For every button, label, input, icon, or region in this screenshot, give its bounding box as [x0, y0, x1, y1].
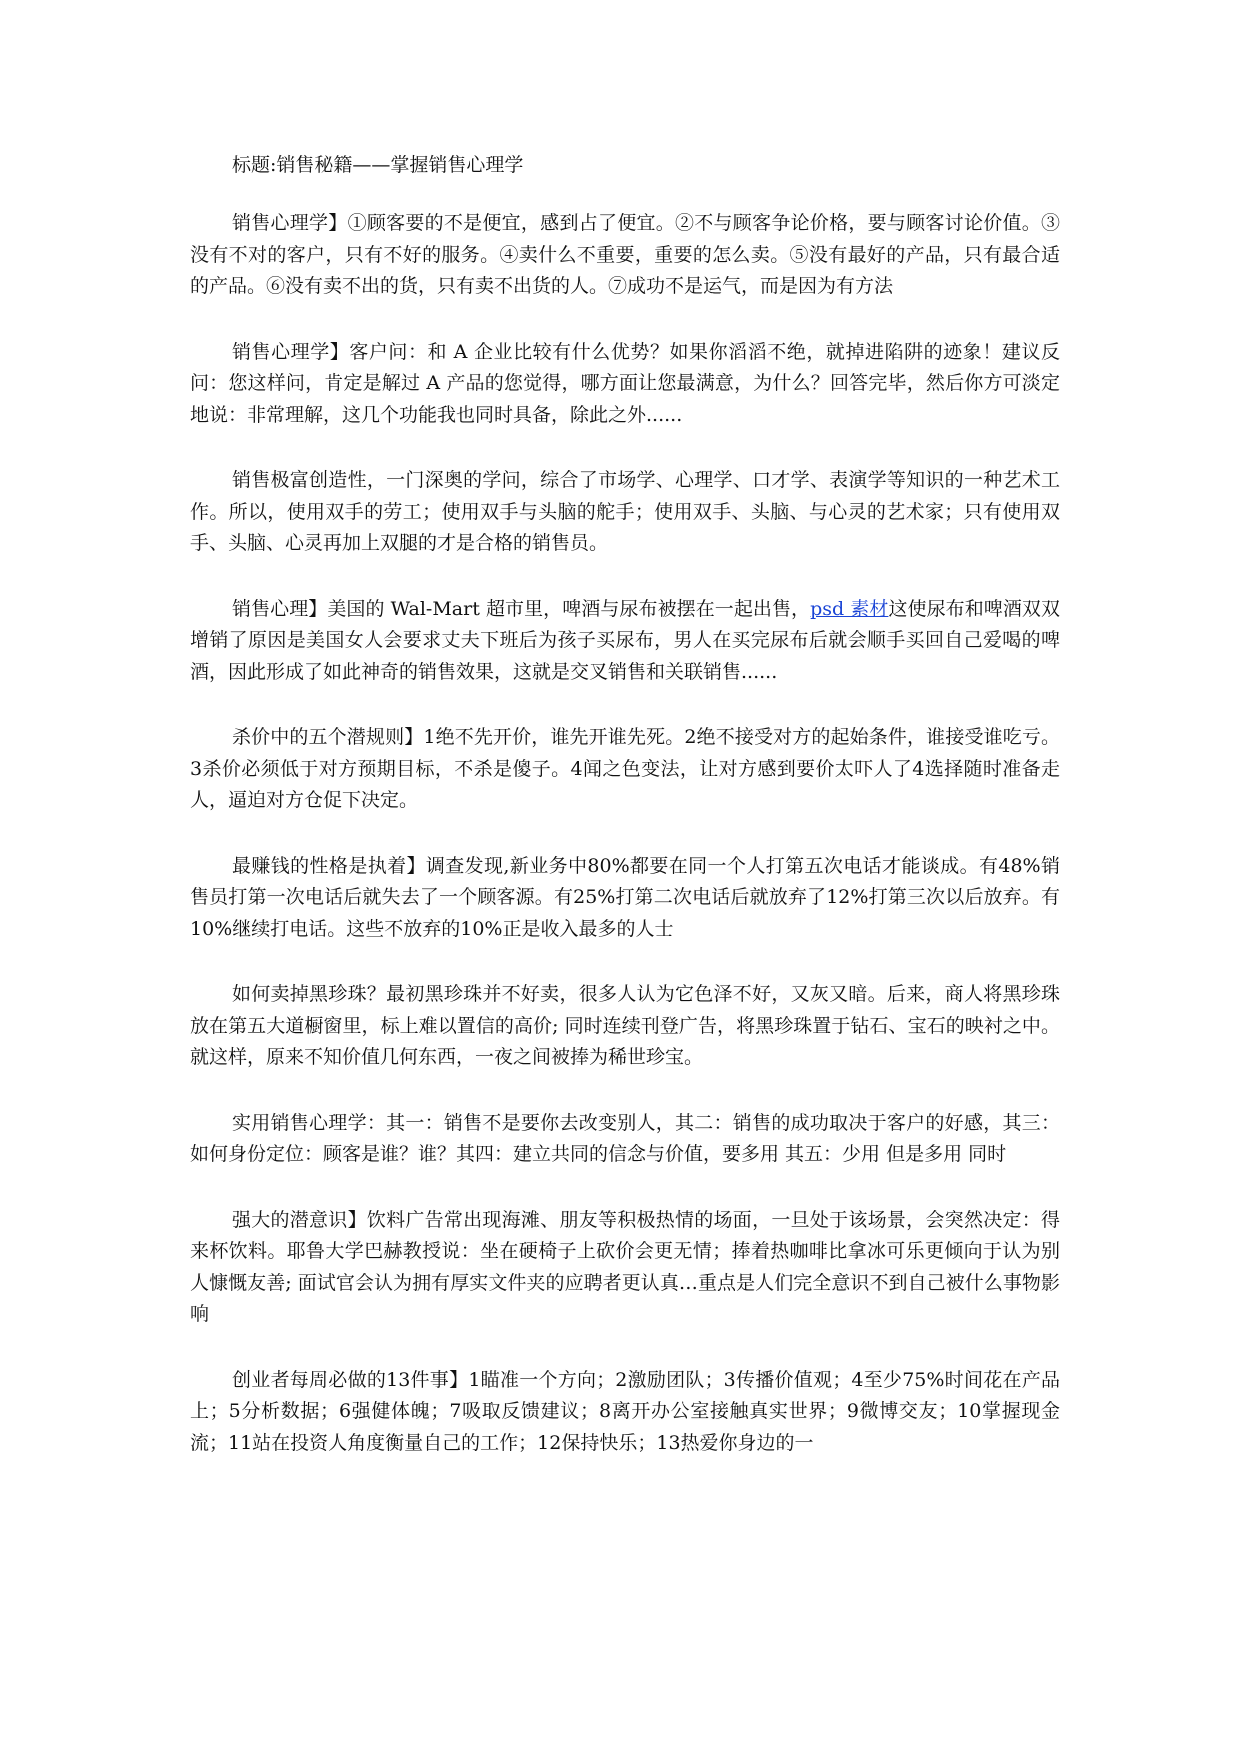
- paragraph-walmart: [190, 594, 1060, 689]
- document-page: [190, 150, 1060, 1493]
- paragraph-practical-psychology: 实用销售心理学：其一：销售不是要你去改变别人，其二：销售的成功取决于客户的好感，其三：如何身份定位：顾客是谁？谁？其四：建立共同的信念与价值，要多用 其五：少用 但是多用 同时: [190, 1111, 1060, 1165]
- paragraph-bargain-rules: 杀价中的五个潜规则】1绝不先开价，谁先开谁先死。2绝不接受对方的起始条件，谁接受谁吃亏。3杀价必须低于对方预期目标，不杀是傻子。4闻之色变法，让对方感到要价太吓人了4选择随时准备走人，逼迫对方仓促下决定。: [190, 726, 1060, 811]
- psd-material-link[interactable]: psd 素材: [810, 597, 889, 620]
- paragraph-sales-psychology-1: 销售心理学】①顾客要的不是便宜，感到占了便宜。②不与顾客争论价格，要与顾客讨论价值。③没有不对的客户，只有不好的服务。④卖什么不重要，重要的怎么卖。⑤没有最好的产品，只有最合适的产品。⑥没有卖不出的货，只有卖不出货的人。⑦成功不是运气，而是因为有方法: [190, 212, 1060, 297]
- paragraph-entrepreneur-weekly: 创业者每周必做的13件事】1瞄准一个方向；2激励团队；3传播价值观；4至少75%时间花在产品上；5分析数据；6强健体魄；7吸取反馈建议；8离开办公室接触真实世界；9微博交友；10掌握现金流；11站在投资人角度衡量自己的工作；12保持快乐；13热爱你身边的一: [190, 1368, 1060, 1454]
- paragraph-walmart-text-after: 这使尿布和啤酒双双增销了原因是美国女人会要求丈夫下班后为孩子买尿布，男人在买完尿布后就会顺手买回自己爱喝的啤酒，因此形成了如此神奇的销售效果，这就是交叉销售和关联销售......: [190, 597, 1060, 683]
- paragraph-sales-creativity: 销售极富创造性，一门深奥的学问，综合了市场学、心理学、口才学、表演学等知识的一种艺术工作。所以，使用双手的劳工；使用双手与头脑的舵手；使用双手、头脑、与心灵的艺术家；只有使用双手、头脑、心灵再加上双腿的才是合格的销售员。: [190, 469, 1060, 554]
- paragraph-persistence: 最赚钱的性格是执着】调查发现,新业务中80%都要在同一个人打第五次电话才能谈成。有48%销售员打第一次电话后就失去了一个顾客源。有25%打第二次电话后就放弃了12%打第三次以后放弃。有10%继续打电话。这些不放弃的10%正是收入最多的人士: [190, 854, 1060, 940]
- paragraph-walmart-text-before: 销售心理】美国的 Wal-Mart 超市里，啤酒与尿布被摆在一起出售，: [232, 597, 811, 620]
- paragraph-sales-psychology-2: 销售心理学】客户问：和 A 企业比较有什么优势？如果你滔滔不绝，就掉进陷阱的迹象！建议反问：您这样问，肯定是解过 A 产品的您觉得，哪方面让您最满意，为什么？回答完毕，然后你方可淡定地说：非常理解，这几个功能我也同时具备，除此之外......: [190, 340, 1060, 426]
- document-title: 标题:销售秘籍——掌握销售心理学: [232, 154, 524, 176]
- paragraph-black-pearl: 如何卖掉黑珍珠？最初黑珍珠并不好卖，很多人认为它色泽不好，又灰又暗。后来，商人将黑珍珠放在第五大道橱窗里，标上难以置信的高价; 同时连续刊登广告，将黑珍珠置于钻石、宝石的映衬之中。就这样，原来不知价值几何东西，一夜之间被捧为稀世珍宝。: [190, 983, 1060, 1068]
- paragraph-subconscious: 强大的潜意识】饮料广告常出现海滩、朋友等积极热情的场面，一旦处于该场景，会突然决定：得来杯饮料。耶鲁大学巴赫教授说：坐在硬椅子上砍价会更无情；捧着热咖啡比拿冰可乐更倾向于认为别人慷慨友善; 面试官会认为拥有厚实文件夹的应聘者更认真…重点是人们完全意识不到自己被什么事物影响: [190, 1208, 1060, 1325]
